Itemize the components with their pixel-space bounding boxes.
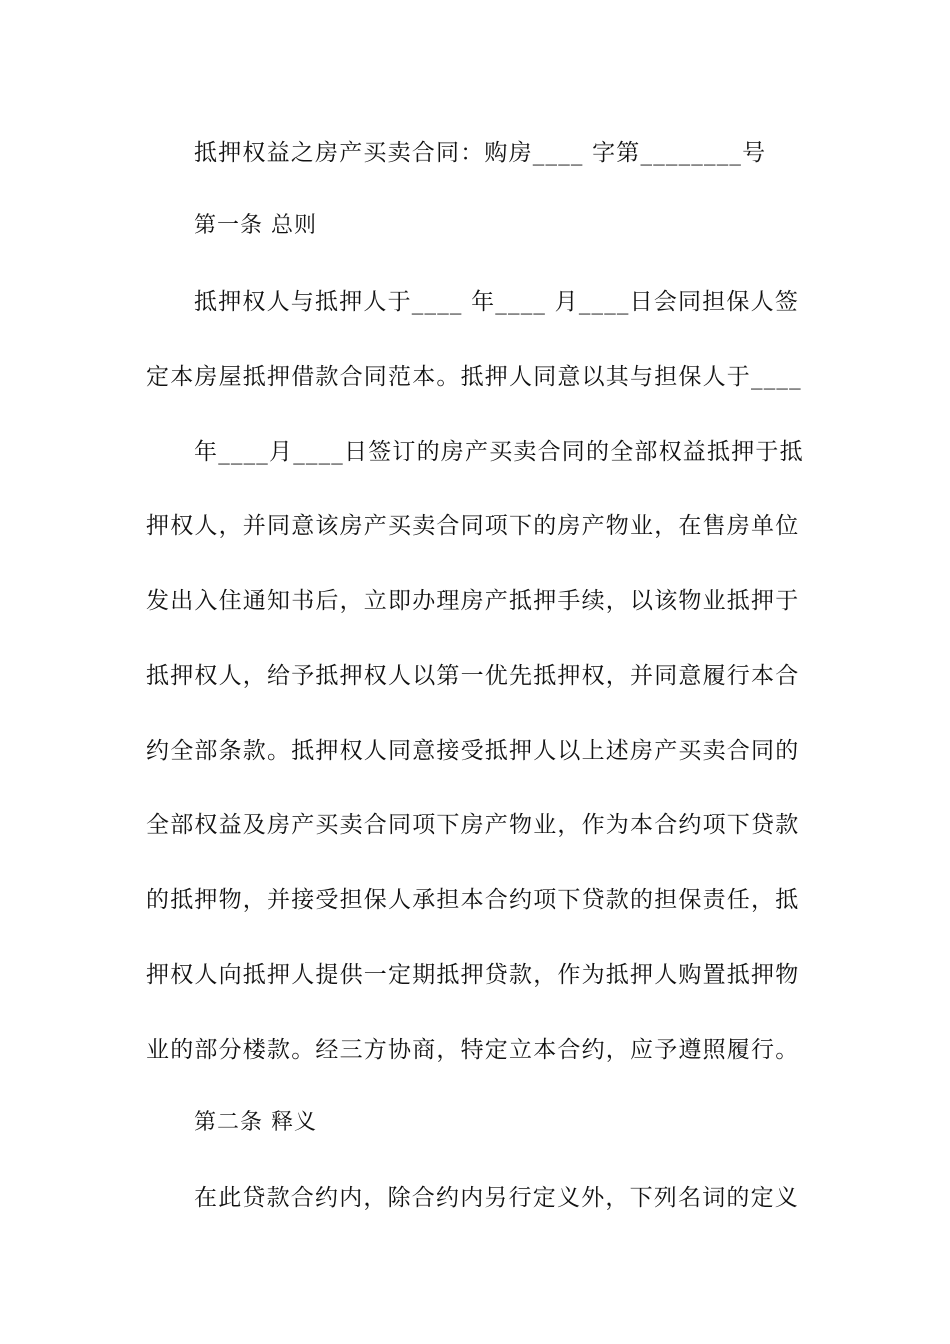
paragraph-line: 抵押权人，给予抵押权人以第一优先抵押权，并同意履行本合 (146, 663, 800, 689)
paragraph-line: 全部权益及房产买卖合同项下房产物业，作为本合约项下贷款 (146, 812, 800, 838)
paragraph-line: 业的部分楼款。经三方协商，特定立本合约，应予遵照履行。 (146, 1037, 800, 1063)
paragraph-line: 在此贷款合约内，除合约内另行定义外，下列名词的定义 (194, 1185, 799, 1211)
paragraph-line: 押权人向抵押人提供一定期抵押贷款，作为抵押人购置抵押物 (146, 962, 800, 988)
paragraph-line: 的抵押物，并接受担保人承担本合约项下贷款的担保责任，抵 (146, 887, 800, 913)
paragraph-line: 年____月____日签订的房产买卖合同的全部权益抵押于抵 (194, 439, 804, 465)
paragraph-line: 抵押权人与抵押人于____ 年____ 月____日会同担保人签 (194, 289, 800, 315)
section-2-heading: 第二条 释义 (194, 1110, 317, 1135)
section-1-heading: 第一条 总则 (194, 213, 317, 238)
paragraph-line: 定本房屋抵押借款合同范本。抵押人同意以其与担保人于____ (146, 364, 802, 390)
paragraph-line: 约全部条款。抵押权人同意接受抵押人以上述房产买卖合同的 (146, 738, 800, 764)
paragraph-line: 押权人，并同意该房产买卖合同项下的房产物业，在售房单位 (146, 513, 800, 539)
document-title-line: 抵押权益之房产买卖合同：购房____ 字第________号 (194, 140, 767, 166)
paragraph-line: 发出入住通知书后，立即办理房产抵押手续，以该物业抵押于 (146, 588, 800, 614)
